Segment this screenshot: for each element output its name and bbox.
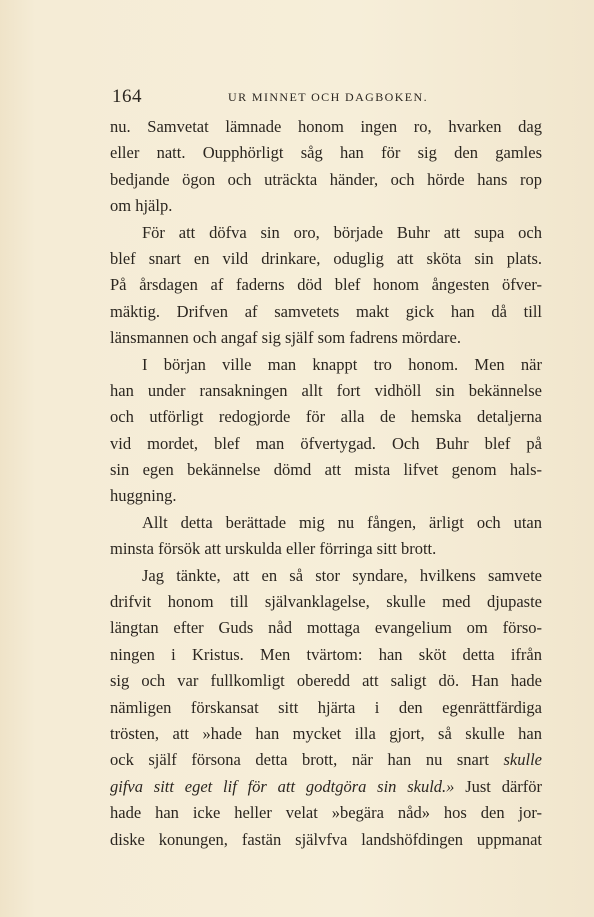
text-line: han under ransakningen allt fort vidhöll sin bekännelse [110,380,542,400]
text-line: vid mordet, blef man öfvertygad. Och Buhr blef på [110,433,542,453]
running-head: UR MINNET OCH DAGBOKEN. [228,90,428,104]
text-line: minsta försök att urskulda eller förringa sitt brott. [110,539,437,559]
text-line: drifvit honom till självanklagelse, skulle med djupaste [110,592,542,612]
text-line: huggning. [110,486,177,506]
body-text [110,114,542,853]
italic-phrase: gifva sitt eget lif för att godtgöra sin skuld.» [110,776,455,796]
text-line: I början ville man knappt tro honom. Men när [142,354,542,374]
page-number: 164 [112,86,142,107]
text-line: hade han icke heller velat »begära nåd» hos den jor- [110,803,542,823]
italic-word: skulle [503,750,542,770]
text-line: länsmannen och angaf sig själf som fadrens mördare. [110,328,461,348]
text-line: sig och var fullkomligt oberedd att saligt dö. Han hade [110,671,542,691]
text-line: nu. Samvetat lämnade honom ingen ro, hvarken dag [110,117,542,136]
text-line: Allt detta berättade mig nu fången, ärligt och utan [142,512,542,532]
text-line: eller natt. Oupphörligt såg han för sig den gamles [110,143,542,163]
text-line: sin egen bekännelse dömd att mista lifvet genom hals- [110,460,542,480]
text-line: nämligen förskansat sitt hjärta i den egenrättfärdiga [110,697,542,717]
text-line: På årsdagen af faderns död blef honom ångesten öfver- [110,275,542,295]
text-line: om hjälp. [110,196,173,216]
text-line: mäktig. Drifven af samvetets makt gick han då till [110,301,542,321]
page-header [112,86,542,112]
text-line: bedjande ögon och uträckta händer, och hörde hans rop [110,169,542,189]
text-line: gifva sitt eget lif för att godtgöra sin skuld.» Just därför [110,776,542,796]
text-line: ock själf försona detta brott, när han nu snart skulle [110,750,542,770]
text-line: längtan efter Guds nåd mottaga evangelium om förso- [110,618,542,638]
text-line: blef snart en vild drinkare, oduglig att sköta sin plats. [110,248,542,268]
text-line: trösten, att »hade han mycket illa gjort, så skulle han [110,723,542,743]
text-line: och utförligt redogjorde för alla de hemska detaljerna [110,407,542,427]
text-line: För att döfva sin oro, började Buhr att supa och [142,222,542,242]
text-line: Jag tänkte, att en så stor syndare, hvilkens samvete [142,565,542,585]
text-line: ningen i Kristus. Men tvärtom: han sköt detta ifrån [110,644,542,664]
text-line: diske konungen, fastän självfva landshöfdingen uppmanat [110,829,542,849]
